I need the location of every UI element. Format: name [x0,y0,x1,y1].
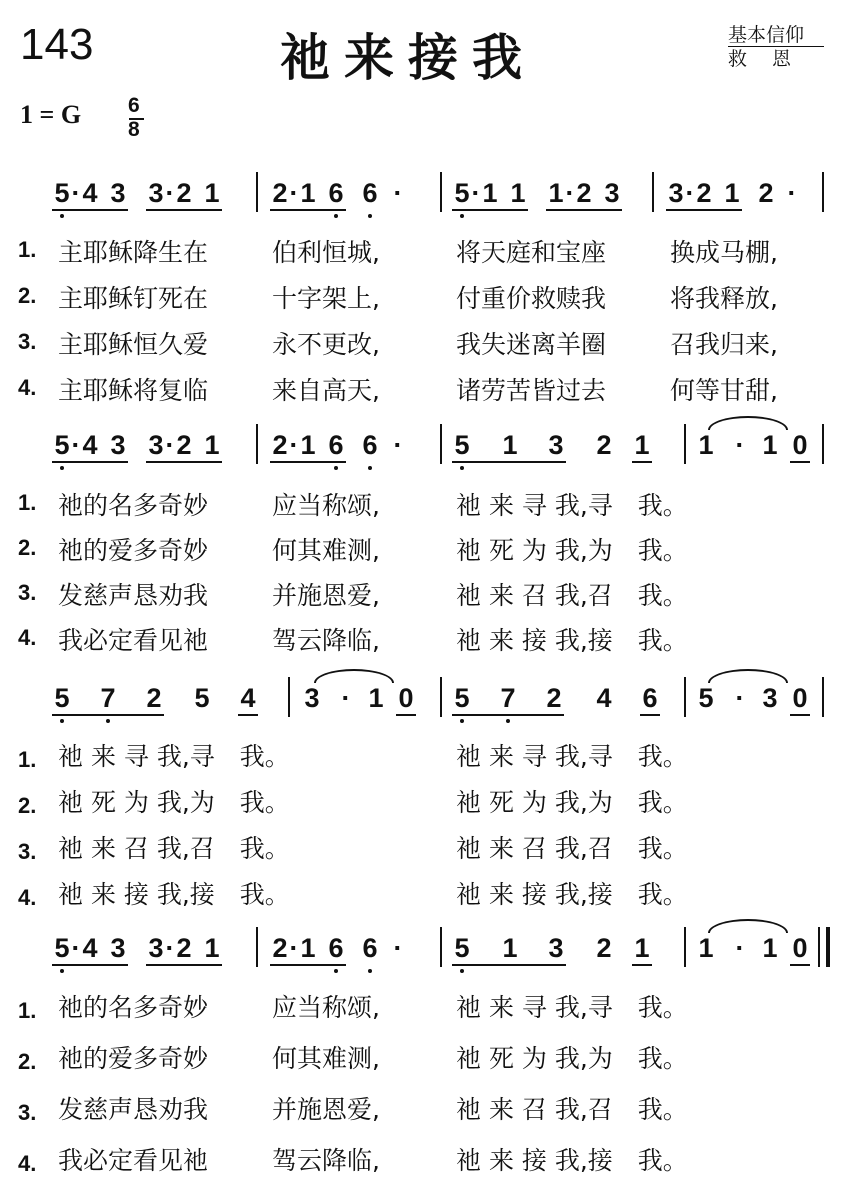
barline [256,927,258,967]
note-12: 6 [328,430,344,460]
barline [822,424,824,464]
beam-underline [298,209,318,211]
verse-number: 4. [18,1151,37,1176]
tie-arc [708,919,788,933]
note-19: 1 [634,430,650,460]
verse-number: 3. [18,580,37,605]
note-23: 0 [792,933,808,963]
low-octave-dot [368,214,372,218]
beam-underline [790,714,810,716]
beam-underline [790,461,810,463]
note-22: 3 [604,178,620,208]
lyric-phrase: 主耶稣将复临 [58,376,209,405]
barline [822,677,824,717]
lyric-phrase: 驾云降临, [272,1146,380,1175]
notation-row-4 [0,933,852,983]
note-28: · [787,178,797,208]
category-line-1: 基本信仰 [728,24,805,46]
low-octave-dot [60,466,64,470]
lyric-phrase: 祂 来 接 我,接 我。 [456,1146,688,1175]
lyric-phrase: 祂的爱多奇妙 [58,536,209,565]
lyric-phrase: 祂 死 为 我,为 我。 [456,536,688,565]
lyric-line-v1 [0,233,852,267]
note-13: 4 [596,683,612,713]
note-17: 3 [548,430,564,460]
lyric-phrase: 祂 来 接 我,接 我。 [456,880,688,909]
note-9: 2 [272,430,288,460]
low-octave-dot [60,969,64,973]
barline [684,927,686,967]
time-signature-bottom: 8 [128,118,140,141]
note-7: · [341,683,351,713]
barline [684,677,686,717]
note-4: 5 [194,683,210,713]
final-barline-thin [818,927,820,967]
lyric-phrase: 祂的名多奇妙 [58,491,209,520]
note-10: · [289,430,299,460]
note-13: 6 [362,178,378,208]
note-15: 5 [454,178,470,208]
beam-underline [790,964,810,966]
lyric-phrase: 主耶稣降生在 [58,238,209,267]
lyric-phrase: 主耶稣恒久爱 [58,330,209,359]
note-27: 2 [758,178,774,208]
note-18: 2 [596,933,612,963]
notation-row-3 [0,683,852,733]
note-12: 6 [328,933,344,963]
lyric-line-v3 [0,325,852,359]
lyric-phrase: 祂 来 召 我,召 我。 [456,834,688,863]
note-2: 7 [100,683,116,713]
note-17: 3 [548,933,564,963]
lyric-phrase: 诸劳苦皆过去 [456,376,607,405]
note-1: 5 [54,683,70,713]
lyric-phrase: 祂 来 接 我,接 我。 [456,626,688,655]
note-8: 1 [368,683,384,713]
beam-underline [632,964,652,966]
lyric-phrase: 应当称颂, [272,491,380,520]
lyric-line-v1 [0,737,852,771]
lyric-phrase: 祂 死 为 我,为 我。 [456,788,688,817]
low-octave-dot [334,969,338,973]
beam-underline [640,714,660,716]
time-signature-top: 6 [128,94,140,117]
category-line-2: 救 恩 [728,48,792,70]
note-26: 1 [724,178,740,208]
note-11: 7 [500,683,516,713]
note-3: 4 [82,933,98,963]
verse-number: 3. [18,839,37,864]
barline [440,172,442,212]
notation-row-1 [0,178,852,228]
lyric-phrase: 我失迷离羊圈 [456,330,607,359]
tie-arc [314,669,394,683]
verse-number: 2. [18,793,37,818]
lyric-line-v1 [0,486,852,520]
low-octave-dot [60,214,64,218]
beam-underline [574,209,594,211]
note-14: · [393,430,403,460]
note-15: 5 [698,683,714,713]
hymn-number: 143 [20,20,94,69]
note-22: 1 [762,933,778,963]
verse-number: 2. [18,1049,37,1074]
beam-underline [452,461,566,463]
note-21: · [735,430,745,460]
beam-underline [396,714,416,716]
note-12: 6 [328,178,344,208]
lyric-line-v1 [0,988,852,1022]
lyric-phrase: 祂的名多奇妙 [58,993,209,1022]
lyric-phrase: 十字架上, [272,284,380,313]
note-5: 3 [148,430,164,460]
beam-underline [174,209,194,211]
final-barline-thick [826,927,830,967]
verse-number: 4. [18,375,37,400]
barline [822,172,824,212]
lyric-line-v3 [0,1090,852,1124]
note-18: 2 [596,430,612,460]
lyric-phrase: 祂的爱多奇妙 [58,1044,209,1073]
note-14: 6 [642,683,658,713]
lyric-phrase: 祂 来 寻 我,寻 我。 [58,742,290,771]
low-octave-dot [368,969,372,973]
note-12: 2 [546,683,562,713]
notation-row-2 [0,430,852,480]
beam-underline [452,964,566,966]
note-6: · [165,430,175,460]
lyric-phrase: 祂 来 寻 我,寻 我。 [456,491,688,520]
note-19: 1 [548,178,564,208]
lyric-phrase: 驾云降临, [272,626,380,655]
note-14: · [393,933,403,963]
lyric-line-v4 [0,621,852,655]
low-octave-dot [368,466,372,470]
note-3: 4 [82,178,98,208]
note-6: · [165,933,175,963]
hymn-title: 祂来接我 [280,29,536,87]
low-octave-dot [334,214,338,218]
lyric-phrase: 祂 来 召 我,召 我。 [456,1095,688,1124]
note-21: 2 [576,178,592,208]
barline [684,424,686,464]
note-9: 2 [272,933,288,963]
note-13: 6 [362,933,378,963]
note-22: 1 [762,430,778,460]
note-4: 3 [110,178,126,208]
lyric-phrase: 祂 死 为 我,为 我。 [58,788,290,817]
note-8: 1 [204,933,220,963]
note-9: 2 [272,178,288,208]
lyric-line-v3 [0,829,852,863]
low-octave-dot [60,719,64,723]
low-octave-dot [334,466,338,470]
beam-underline [174,964,194,966]
verse-number: 1. [18,998,37,1023]
note-25: 2 [696,178,712,208]
lyric-phrase: 应当称颂, [272,993,380,1022]
note-16: 1 [502,933,518,963]
lyric-line-v2 [0,783,852,817]
note-16: · [471,178,481,208]
beam-underline [80,964,100,966]
lyric-phrase: 何其难测, [272,1044,380,1073]
verse-number: 2. [18,283,37,308]
verse-number: 1. [18,490,37,515]
note-3: 2 [146,683,162,713]
note-16: · [735,683,745,713]
note-7: 2 [176,933,192,963]
beam-underline [298,461,318,463]
note-20: · [565,178,575,208]
note-6: · [165,178,175,208]
key-signature: 1 = G [20,100,82,129]
beam-underline [480,209,500,211]
lyric-phrase: 将我释放, [670,284,778,313]
low-octave-dot [460,969,464,973]
lyric-phrase: 祂 来 召 我,召 我。 [456,581,688,610]
lyric-phrase: 我必定看见祂 [58,1146,209,1175]
note-8: 1 [204,430,220,460]
note-4: 3 [110,430,126,460]
lyric-line-v3 [0,576,852,610]
note-20: 1 [698,430,714,460]
note-2: · [71,178,81,208]
category-divider [728,46,824,47]
note-23: 0 [792,430,808,460]
note-18: 0 [792,683,808,713]
verse-number: 3. [18,329,37,354]
beam-underline [80,209,100,211]
note-2: · [71,933,81,963]
note-11: 1 [300,178,316,208]
lyric-phrase: 祂 死 为 我,为 我。 [456,1044,688,1073]
lyric-line-v2 [0,1039,852,1073]
verse-number: 3. [18,1100,37,1125]
note-7: 2 [176,430,192,460]
barline [440,927,442,967]
note-5: 3 [148,933,164,963]
beam-underline [80,461,100,463]
note-4: 3 [110,933,126,963]
lyric-phrase: 伯利恒城, [272,238,380,267]
low-octave-dot [106,719,110,723]
barline [440,424,442,464]
low-octave-dot [460,719,464,723]
note-10: · [289,178,299,208]
lyric-phrase: 发慈声恳劝我 [58,1095,209,1124]
lyric-line-v4 [0,1141,852,1175]
lyric-line-v4 [0,371,852,405]
note-15: 5 [454,933,470,963]
note-21: · [735,933,745,963]
note-5: 4 [240,683,256,713]
note-1: 5 [54,933,70,963]
note-5: 3 [148,178,164,208]
barline [256,172,258,212]
lyric-phrase: 祂 来 寻 我,寻 我。 [456,993,688,1022]
lyric-line-v2 [0,279,852,313]
lyric-phrase: 付重价救赎我 [456,284,607,313]
lyric-phrase: 祂 来 寻 我,寻 我。 [456,742,688,771]
lyric-phrase: 召我归来, [670,330,778,359]
note-9: 0 [398,683,414,713]
lyric-phrase: 来自高天, [272,376,380,405]
note-23: 3 [668,178,684,208]
note-20: 1 [698,933,714,963]
tie-arc [708,416,788,430]
low-octave-dot [460,466,464,470]
note-8: 1 [204,178,220,208]
lyric-phrase: 永不更改, [272,330,380,359]
lyric-phrase: 将天庭和宝座 [456,238,607,267]
beam-underline [632,461,652,463]
note-24: · [685,178,695,208]
lyric-phrase: 并施恩爱, [272,1095,380,1124]
verse-number: 4. [18,625,37,650]
barline [288,677,290,717]
lyric-phrase: 主耶稣钉死在 [58,284,209,313]
note-16: 1 [502,430,518,460]
tie-arc [708,669,788,683]
lyric-phrase: 我必定看见祂 [58,626,209,655]
beam-underline [52,714,164,716]
note-19: 1 [634,933,650,963]
lyric-phrase: 并施恩爱, [272,581,380,610]
note-13: 6 [362,430,378,460]
verse-number: 1. [18,747,37,772]
note-11: 1 [300,430,316,460]
lyric-line-v2 [0,531,852,565]
note-7: 2 [176,178,192,208]
barline [440,677,442,717]
beam-underline [174,461,194,463]
note-10: · [289,933,299,963]
lyric-phrase: 何等甘甜, [670,376,778,405]
beam-underline [238,714,258,716]
barline [256,424,258,464]
lyric-phrase: 祂 来 接 我,接 我。 [58,880,290,909]
verse-number: 4. [18,885,37,910]
lyric-phrase: 换成马棚, [670,238,778,267]
note-1: 5 [54,430,70,460]
note-6: 3 [304,683,320,713]
lyric-phrase: 何其难测, [272,536,380,565]
note-17: 3 [762,683,778,713]
note-3: 4 [82,430,98,460]
note-1: 5 [54,178,70,208]
verse-number: 2. [18,535,37,560]
note-14: · [393,178,403,208]
beam-underline [694,209,714,211]
low-octave-dot [506,719,510,723]
note-17: 1 [482,178,498,208]
beam-underline [298,964,318,966]
note-18: 1 [510,178,526,208]
note-2: · [71,430,81,460]
note-11: 1 [300,933,316,963]
barline [652,172,654,212]
lyric-phrase: 祂 来 召 我,召 我。 [58,834,290,863]
lyric-line-v4 [0,875,852,909]
beam-underline [452,714,564,716]
lyric-phrase: 发慈声恳劝我 [58,581,209,610]
low-octave-dot [460,214,464,218]
note-10: 5 [454,683,470,713]
note-15: 5 [454,430,470,460]
verse-number: 1. [18,237,37,262]
